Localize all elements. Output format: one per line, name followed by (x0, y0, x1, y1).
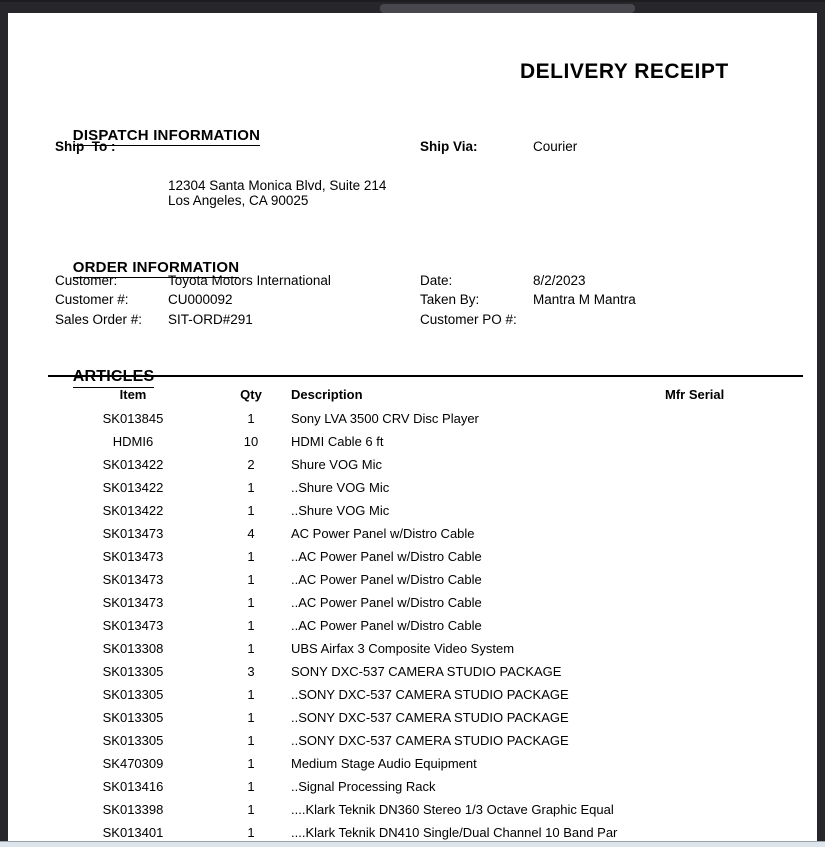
table-row (0, 453, 825, 476)
mfr-serial-cell (665, 706, 795, 729)
qty-cell: 1 (247, 733, 255, 748)
qty-cell: 1 (247, 503, 255, 518)
item-cell: SK013422 (102, 457, 164, 472)
bottom-window-edge (0, 841, 825, 847)
table-row (0, 430, 825, 453)
description-cell: ..AC Power Panel w/Distro Cable (291, 572, 482, 587)
window-top-frame (0, 0, 825, 13)
item-cell: SK013305 (102, 664, 164, 679)
sales-order-value: SIT-ORD#291 (168, 312, 253, 327)
description-cell: SONY DXC-537 CAMERA STUDIO PACKAGE (291, 664, 562, 679)
description-cell: ..SONY DXC-537 CAMERA STUDIO PACKAGE (291, 687, 569, 702)
qty-cell: 1 (247, 480, 255, 495)
table-row (0, 752, 825, 775)
ship-to-address-line2: Los Angeles, CA 90025 (168, 193, 309, 208)
table-row (0, 706, 825, 729)
description-cell: UBS Airfax 3 Composite Video System (291, 641, 515, 656)
column-header-mfr-serial: Mfr Serial (665, 387, 725, 402)
articles-rows (0, 407, 825, 844)
item-cell: SK013473 (102, 549, 164, 564)
table-row (0, 568, 825, 591)
mfr-serial-cell (665, 499, 795, 522)
description-cell: Sony LVA 3500 CRV Disc Player (291, 411, 479, 426)
qty-cell: 1 (247, 572, 255, 587)
description-cell: AC Power Panel w/Distro Cable (291, 526, 475, 541)
qty-cell: 1 (247, 641, 255, 656)
mfr-serial-cell (665, 614, 795, 637)
table-row (0, 499, 825, 522)
item-cell: SK013305 (102, 710, 164, 725)
ship-via-value: Courier (533, 139, 578, 154)
description-cell: ..Signal Processing Rack (291, 779, 436, 794)
sales-order-label: Sales Order #: (55, 312, 143, 327)
description-cell: ..AC Power Panel w/Distro Cable (291, 618, 482, 633)
table-row (0, 798, 825, 821)
column-header-item: Item (119, 387, 147, 402)
table-row (0, 476, 825, 499)
item-cell: SK013305 (102, 687, 164, 702)
item-cell: SK013416 (102, 779, 164, 794)
table-row (0, 637, 825, 660)
qty-cell: 1 (247, 802, 255, 817)
table-row (0, 591, 825, 614)
date-value: 8/2/2023 (533, 273, 586, 288)
mfr-serial-cell (665, 591, 795, 614)
description-cell: ..AC Power Panel w/Distro Cable (291, 595, 482, 610)
qty-cell: 4 (247, 526, 255, 541)
description-cell: ..SONY DXC-537 CAMERA STUDIO PACKAGE (291, 710, 569, 725)
mfr-serial-cell (665, 476, 795, 499)
item-cell: SK013473 (102, 572, 164, 587)
item-cell: SK013422 (102, 503, 164, 518)
qty-cell: 1 (247, 618, 255, 633)
table-row (0, 545, 825, 568)
mfr-serial-cell (665, 430, 795, 453)
description-cell: ..Shure VOG Mic (291, 480, 390, 495)
description-cell: ..AC Power Panel w/Distro Cable (291, 549, 482, 564)
table-row (0, 775, 825, 798)
table-row (0, 660, 825, 683)
customer-value: Toyota Motors International (168, 273, 331, 288)
articles-divider-rule (48, 375, 803, 377)
table-row (0, 729, 825, 752)
ship-to-label: Ship To : (55, 139, 116, 154)
description-cell: ....Klark Teknik DN410 Single/Dual Channel 10 Band Par (291, 825, 618, 840)
order-section-heading: ORDER INFORMATION (72, 259, 240, 276)
qty-cell: 1 (247, 687, 255, 702)
item-cell: SK013401 (102, 825, 164, 840)
dispatch-section-heading: DISPATCH INFORMATION (72, 127, 261, 144)
table-row (0, 683, 825, 706)
description-cell: ..Shure VOG Mic (291, 503, 390, 518)
item-cell: SK013308 (102, 641, 164, 656)
page-title: DELIVERY RECEIPT (520, 60, 729, 83)
customer-label: Customer: (55, 273, 118, 288)
mfr-serial-cell (665, 407, 795, 430)
qty-cell: 10 (243, 434, 259, 449)
item-cell: SK013398 (102, 802, 164, 817)
mfr-serial-cell (665, 637, 795, 660)
qty-cell: 1 (247, 549, 255, 564)
mfr-serial-cell (665, 453, 795, 476)
mfr-serial-cell (665, 660, 795, 683)
mfr-serial-cell (665, 775, 795, 798)
description-cell: Shure VOG Mic (291, 457, 383, 472)
mfr-serial-cell (665, 752, 795, 775)
mfr-serial-cell (665, 545, 795, 568)
ship-to-address-line1: 12304 Santa Monica Blvd, Suite 214 (168, 178, 387, 193)
table-row (0, 522, 825, 545)
ship-via-label: Ship Via: (420, 139, 478, 154)
qty-cell: 1 (247, 710, 255, 725)
description-cell: HDMI Cable 6 ft (291, 434, 384, 449)
customer-number-label: Customer #: (55, 292, 129, 307)
taken-by-value: Mantra M Mantra (533, 292, 636, 307)
item-cell: SK470309 (102, 756, 164, 771)
item-cell: SK013473 (102, 595, 164, 610)
customer-po-label: Customer PO #: (420, 312, 517, 327)
description-cell: ..SONY DXC-537 CAMERA STUDIO PACKAGE (291, 733, 569, 748)
item-cell: SK013845 (102, 411, 164, 426)
table-row (0, 614, 825, 637)
qty-cell: 1 (247, 595, 255, 610)
qty-cell: 1 (247, 411, 255, 426)
qty-cell: 3 (247, 664, 255, 679)
date-label: Date: (420, 273, 453, 288)
table-row (0, 407, 825, 430)
column-header-description: Description (291, 387, 363, 402)
mfr-serial-cell (665, 568, 795, 591)
item-cell: SK013422 (102, 480, 164, 495)
qty-cell: 1 (247, 825, 255, 840)
mfr-serial-cell (665, 522, 795, 545)
column-header-qty: Qty (240, 387, 262, 402)
qty-cell: 2 (247, 457, 255, 472)
item-cell: HDMI6 (112, 434, 154, 449)
item-cell: SK013473 (102, 526, 164, 541)
item-cell: SK013305 (102, 733, 164, 748)
description-cell: ....Klark Teknik DN360 Stereo 1/3 Octave Graphic Equal (291, 802, 614, 817)
mfr-serial-cell (665, 729, 795, 752)
scrollbar-thumb[interactable] (380, 4, 635, 13)
description-cell: Medium Stage Audio Equipment (291, 756, 477, 771)
customer-number-value: CU000092 (168, 292, 233, 307)
articles-section-heading (73, 368, 155, 388)
mfr-serial-cell (665, 683, 795, 706)
qty-cell: 1 (247, 779, 255, 794)
mfr-serial-cell (665, 798, 795, 821)
taken-by-label: Taken By: (420, 292, 480, 307)
item-cell: SK013473 (102, 618, 164, 633)
qty-cell: 1 (247, 756, 255, 771)
